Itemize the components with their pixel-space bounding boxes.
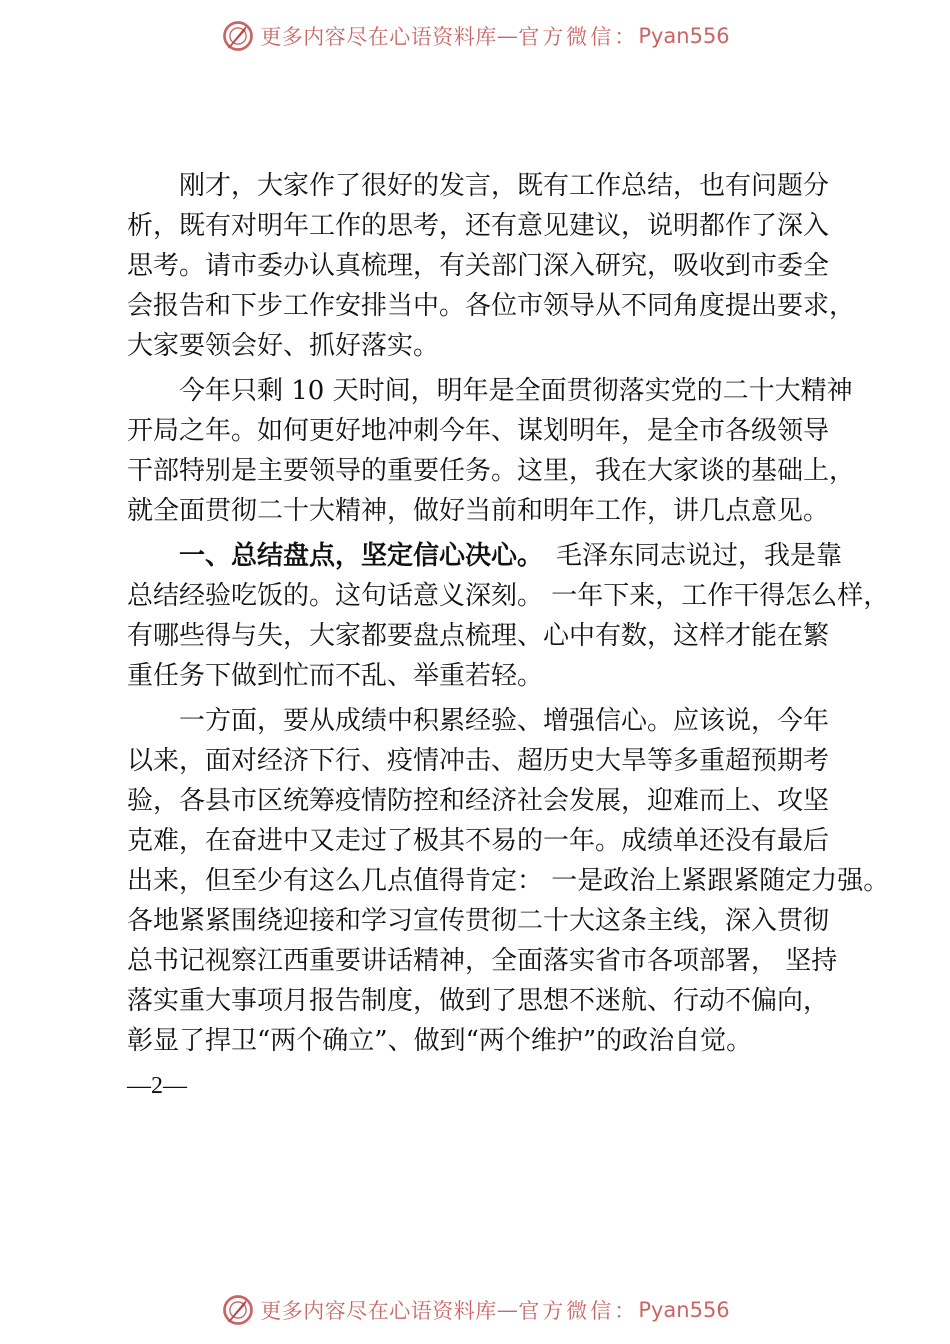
- text-line: 彰显了捍卫“两个确立”、做到“两个维护”的政治自觉。: [127, 1026, 753, 1056]
- watermark-wechat-label: 官方微信：: [518, 25, 639, 49]
- text-line: 析，既有对明年工作的思考，还有意见建议，说明都作了深入: [127, 211, 830, 241]
- paragraph-3: [127, 536, 890, 696]
- watermark-wechat-id: Pyan556: [638, 24, 730, 48]
- text-line: [127, 536, 855, 576]
- text-line: 以来，面对经济下行、疫情冲击、超历史大旱等多重超预期考: [127, 746, 830, 776]
- watermark-text: 更多内容尽在心语资料库: [260, 1299, 497, 1323]
- text-line: 总结经验吃饭的。这句话意义深刻。 一年下来，工作干得怎么样，: [127, 581, 890, 611]
- watermark-banner-top: [0, 16, 950, 56]
- text-line: 会报告和下步工作安排当中。各位市领导从不同角度提出要求，: [127, 291, 856, 321]
- text-line: 开局之年。如何更好地冲刺今年、谋划明年，是全市各级领导: [127, 416, 830, 446]
- text-line: 就全面贯彻二十大精神，做好当前和明年工作，讲几点意见。: [127, 496, 830, 526]
- text-line: 刚才，大家作了很好的发言，既有工作总结，也有问题分: [179, 171, 830, 201]
- document-body: [127, 166, 890, 1066]
- watermark-wechat-label: 官方微信：: [518, 1299, 639, 1323]
- section-heading: 一、总结盘点，坚定信心决心。: [179, 541, 531, 571]
- text-line: 出来，但至少有这么几点值得肯定： 一是政治上紧跟紧随定力强。: [127, 866, 890, 896]
- paragraph-2: [127, 371, 855, 531]
- paragraph-1: [127, 166, 855, 366]
- text-line: 落实重大事项月报告制度，做到了思想不迷航、行动不偏向，: [127, 986, 830, 1016]
- watermark-banner-bottom: [0, 1290, 950, 1330]
- text-line: 一方面，要从成绩中积累经验、增强信心。应该说，今年: [179, 706, 830, 736]
- text-line: 各地紧紧围绕迎接和学习宣传贯彻二十大这条主线，深入贯彻: [127, 906, 830, 936]
- watermark-dash: —: [496, 1298, 519, 1322]
- paragraph-4: [127, 701, 890, 1061]
- text-line: 干部特别是主要领导的重要任务。这里，我在大家谈的基础上，: [127, 456, 856, 486]
- quill-seal-icon: [220, 18, 256, 54]
- watermark-dash: —: [496, 24, 519, 48]
- page-number: —2—: [127, 1073, 187, 1099]
- text-line: 思考。请市委办认真梳理，有关部门深入研究，吸收到市委全: [127, 251, 830, 281]
- quill-seal-icon: [220, 1292, 256, 1328]
- text-line: 验，各县市区统筹疫情防控和经济社会发展，迎难而上、攻坚: [127, 786, 830, 816]
- text-line: 克难，在奋进中又走过了极其不易的一年。成绩单还没有最后: [127, 826, 830, 856]
- watermark-wechat-id: Pyan556: [638, 1298, 730, 1322]
- text-line: 重任务下做到忙而不乱、举重若轻。: [127, 661, 544, 691]
- text-line: 大家要领会好、抓好落实。: [127, 331, 440, 361]
- text-line: 有哪些得与失，大家都要盘点梳理、心中有数，这样才能在繁: [127, 621, 830, 651]
- text-line: 总书记视察江西重要讲话精神，全面落实省市各项部署， 坚持: [127, 946, 838, 976]
- text-run: 毛泽东同志说过，我是靠: [530, 541, 843, 571]
- text-line: 今年只剩 10 天时间，明年是全面贯彻落实党的二十大精神: [179, 376, 853, 406]
- watermark-text: 更多内容尽在心语资料库: [260, 25, 497, 49]
